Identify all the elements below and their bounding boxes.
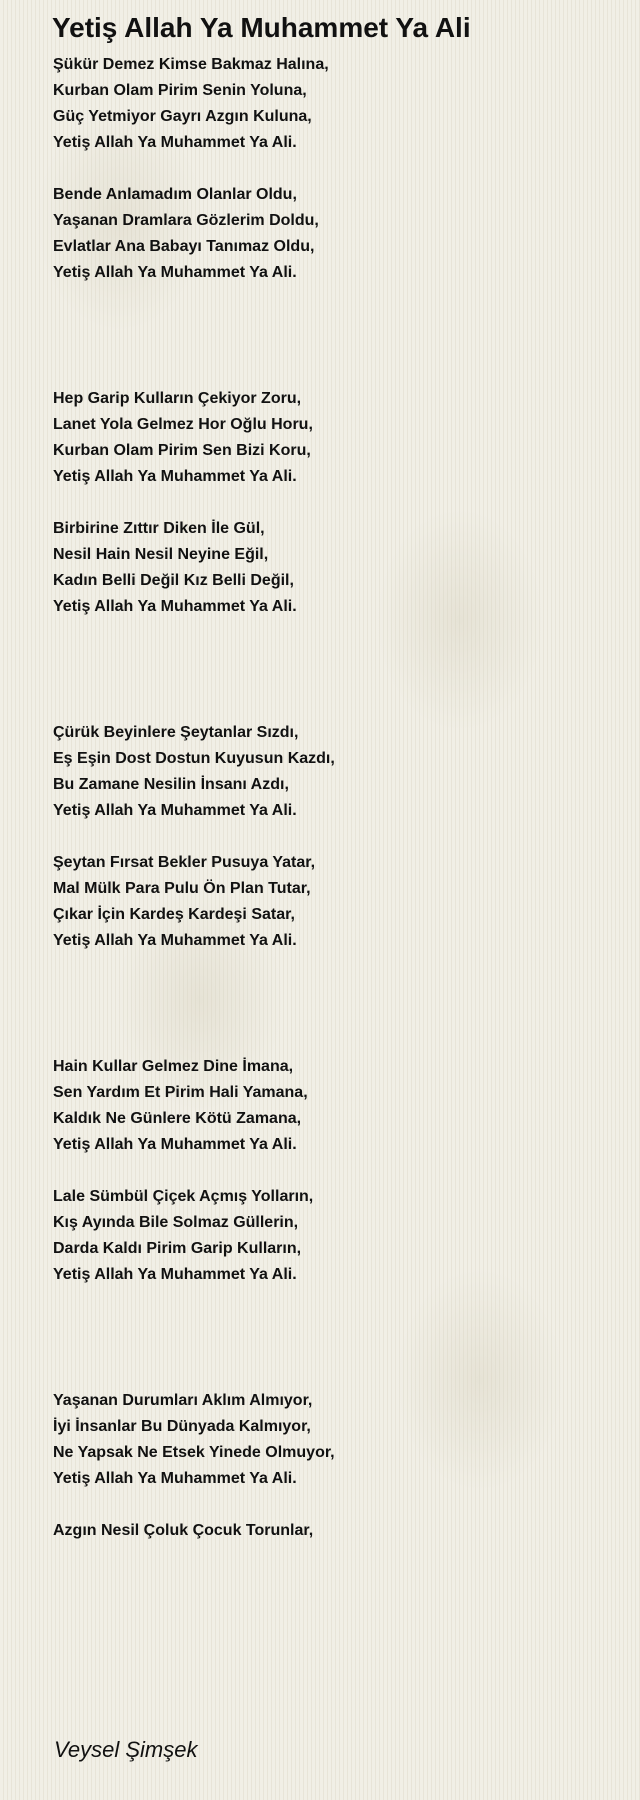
stanza [53, 1388, 613, 1492]
poem-line: Nesil Hain Nesil Neyine Eğil, [53, 546, 269, 563]
poem-line: Güç Yetmiyor Gayrı Azgın Kuluna, [53, 108, 312, 125]
stanza [53, 52, 613, 156]
poem-line: Lale Sümbül Çiçek Açmış Yolların, [53, 1188, 314, 1205]
poem-line: Mal Mülk Para Pulu Ön Plan Tutar, [53, 880, 311, 897]
poem-line: Darda Kaldı Pirim Garip Kulların, [53, 1240, 302, 1257]
poem-line: Azgın Nesil Çoluk Çocuk Torunlar, [53, 1522, 314, 1539]
poem-line: Eş Eşin Dost Dostun Kuyusun Kazdı, [53, 750, 335, 767]
poem-line: Birbirine Zıttır Diken İle Gül, [53, 520, 265, 537]
poem-line: Yaşanan Dramlara Gözlerim Doldu, [53, 212, 319, 229]
stanza-spacer [53, 1492, 613, 1518]
poem-line: Hain Kullar Gelmez Dine İmana, [53, 1058, 294, 1075]
poem-line: Yetiş Allah Ya Muhammet Ya Ali. [53, 1266, 297, 1283]
section-spacer [53, 954, 613, 1054]
stanza-spacer [53, 824, 613, 850]
stanza [53, 1518, 613, 1544]
poem-line: Yetiş Allah Ya Muhammet Ya Ali. [53, 264, 297, 281]
stanza [53, 720, 613, 824]
poem-line: Kış Ayında Bile Solmaz Güllerin, [53, 1214, 299, 1231]
poem-line: İyi İnsanlar Bu Dünyada Kalmıyor, [53, 1418, 311, 1435]
poem-line: Bu Zamane Nesilin İnsanı Azdı, [53, 776, 289, 793]
stanza-spacer [53, 490, 613, 516]
poem-line: Sen Yardım Et Pirim Hali Yamana, [53, 1084, 308, 1101]
poem-line: Kurban Olam Pirim Sen Bizi Koru, [53, 442, 311, 459]
poem-line: Evlatlar Ana Babayı Tanımaz Oldu, [53, 238, 315, 255]
poem-line: Yaşanan Durumları Aklım Almıyor, [53, 1392, 313, 1409]
poem-line: Şeytan Fırsat Bekler Pusuya Yatar, [53, 854, 316, 871]
poem-line: Çürük Beyinlere Şeytanlar Sızdı, [53, 724, 299, 741]
stanza-spacer [53, 156, 613, 182]
poem-line: Şükür Demez Kimse Bakmaz Halına, [53, 56, 329, 73]
stanza [53, 1184, 613, 1288]
poem-line: Yetiş Allah Ya Muhammet Ya Ali. [53, 134, 297, 151]
poem-line: Bende Anlamadım Olanlar Oldu, [53, 186, 297, 203]
stanza [53, 516, 613, 620]
poem-title: Yetiş Allah Ya Muhammet Ya Ali [52, 12, 471, 43]
poem-body [53, 52, 613, 1544]
poem-line: Kaldık Ne Günlere Kötü Zamana, [53, 1110, 302, 1127]
section-spacer [53, 620, 613, 720]
stanza-spacer [53, 1158, 613, 1184]
stanza [53, 1054, 613, 1158]
section-spacer [53, 286, 613, 386]
poem-line: Kurban Olam Pirim Senin Yoluna, [53, 82, 307, 99]
poem-line: Kadın Belli Değil Kız Belli Değil, [53, 572, 294, 589]
poem-line: Ne Yapsak Ne Etsek Yinede Olmuyor, [53, 1444, 335, 1461]
poem-line: Yetiş Allah Ya Muhammet Ya Ali. [53, 932, 297, 949]
section-spacer [53, 1288, 613, 1388]
poem-line: Yetiş Allah Ya Muhammet Ya Ali. [53, 802, 297, 819]
poem-line: Hep Garip Kulların Çekiyor Zoru, [53, 390, 302, 407]
poem-line: Yetiş Allah Ya Muhammet Ya Ali. [53, 468, 297, 485]
stanza [53, 850, 613, 954]
poem-line: Yetiş Allah Ya Muhammet Ya Ali. [53, 1470, 297, 1487]
stanza [53, 386, 613, 490]
poem-line: Çıkar İçin Kardeş Kardeşi Satar, [53, 906, 295, 923]
poem-line: Yetiş Allah Ya Muhammet Ya Ali. [53, 1136, 297, 1153]
poem-author: Veysel Şimşek [54, 1737, 198, 1762]
stanza [53, 182, 613, 286]
poem-line: Lanet Yola Gelmez Hor Oğlu Horu, [53, 416, 313, 433]
poem-line: Yetiş Allah Ya Muhammet Ya Ali. [53, 598, 297, 615]
